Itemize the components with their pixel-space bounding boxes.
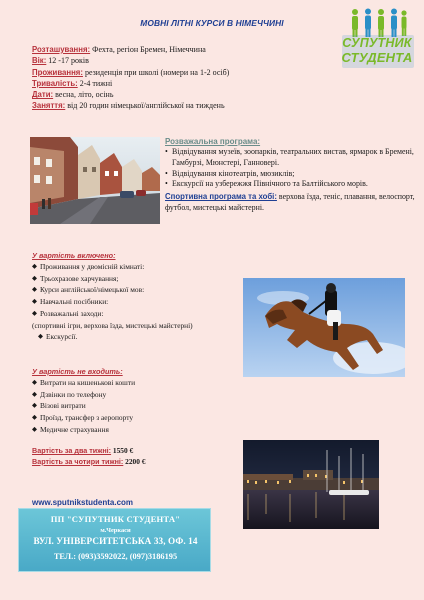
diamond-bullet-icon: ◆	[32, 309, 37, 317]
company-phones: ТЕЛ.: (093)3592022, (097)3186195	[53, 552, 178, 561]
info-age: Вік: 12 -17 років	[32, 56, 89, 66]
list-item: ◆ Витрати на кишенькові кошти	[32, 378, 136, 387]
entertainment-item: • Екскурсії на узбережжя Північного та Балтійського морів.	[165, 179, 415, 190]
list-item: ◆ Візові витрати	[32, 401, 86, 411]
entertainment-heading: Розважальна програма:	[165, 137, 261, 146]
sport-program: Спортивна програма та хобі: верхова їзда, теніс, плавання, велоспорт, футбол, мистецькі майстерні.	[165, 192, 415, 213]
list-item: ◆ Курси англійської/німецької мов:	[32, 285, 145, 295]
list-item: ◆ Медичне страхування	[32, 424, 109, 434]
diamond-bullet-icon: ◆	[32, 390, 37, 398]
diamond-bullet-icon: ◆	[32, 286, 37, 294]
company-name: ПП "СУПУТНИК СТУДЕНТА"	[50, 514, 181, 524]
entertainment-item: • Відвідування музеїв, зоопарків, театральних вистав, ярмарок в Бремені, Гамбурзі, Мюнстері, Ганновері.	[165, 147, 415, 169]
entertainment-program	[165, 136, 415, 213]
diamond-bullet-icon: ◆	[32, 274, 37, 282]
excluded-list	[32, 367, 242, 436]
info-location: Розташування: Фехта, регіон Бремен, Німеччина	[32, 45, 206, 54]
page-title: МОВНІ ЛІТНІ КУРСИ В НІМЕЧЧИНІ	[140, 18, 284, 28]
included-list	[32, 251, 242, 343]
list-item: ◆ Екскурсії.	[38, 332, 78, 342]
entertainment-item: • Відвідування кінотеатрів, мюзиклів;	[165, 169, 415, 180]
info-duration: Тривалість: 2-4 тижні	[32, 78, 113, 88]
list-item: ◆ Трьохразове харчування;	[32, 273, 119, 283]
company-city: м.Черкаси	[100, 527, 131, 534]
diamond-bullet-icon: ◆	[32, 402, 37, 410]
diamond-bullet-icon: ◆	[32, 263, 37, 270]
street-photo	[30, 137, 160, 224]
included-heading: У вартість включено:	[32, 251, 116, 260]
night-harbor-photo	[243, 440, 379, 529]
list-item: ◆ Проїзд, трансфер з аеропорту	[32, 413, 134, 423]
people-figures-icon	[346, 8, 408, 38]
price-two-weeks: Вартість за два тижні: 1550 €	[32, 446, 134, 455]
logo-word-2: СТУДЕНТА	[341, 50, 413, 65]
info-accommodation: Проживання: резиденція при школі (номери на 1-2 осіб)	[32, 67, 230, 77]
horse-jump-photo	[243, 278, 405, 377]
list-item: ◆ Дзвінки по телефону	[32, 389, 107, 399]
company-address: ВУЛ. УНІВЕРСИТЕТСЬКА 33, ОФ. 14	[33, 536, 198, 546]
excluded-heading: У вартість не входить:	[32, 367, 123, 376]
list-item: ◆ Навчальні посібники:	[32, 297, 109, 307]
list-item: ◆ Проживання у двомісній кімнаті:	[32, 262, 145, 271]
info-lessons: Заняття: від 20 годин німецької/англійської на тиждень	[32, 101, 225, 111]
logo-word-1: СУПУТНИК	[342, 36, 412, 50]
included-note: (спортивні ігри, верхова їзда, мистецькі майстерні)	[32, 320, 193, 330]
list-item: ◆ Розважальні заходи:	[32, 308, 104, 318]
course-info	[32, 44, 352, 112]
website-link[interactable]: www.sputnikstudenta.com	[32, 498, 134, 507]
info-dates: Дати: весна, літо, осінь	[32, 90, 114, 100]
diamond-bullet-icon: ◆	[32, 379, 37, 386]
diamond-bullet-icon: ◆	[38, 333, 43, 341]
price-four-weeks: Вартість за чотири тижні: 2200 €	[32, 456, 146, 466]
prices	[32, 446, 242, 467]
diamond-bullet-icon: ◆	[32, 425, 37, 433]
contact-box	[18, 508, 211, 572]
diamond-bullet-icon: ◆	[32, 298, 37, 306]
diamond-bullet-icon: ◆	[32, 414, 37, 422]
